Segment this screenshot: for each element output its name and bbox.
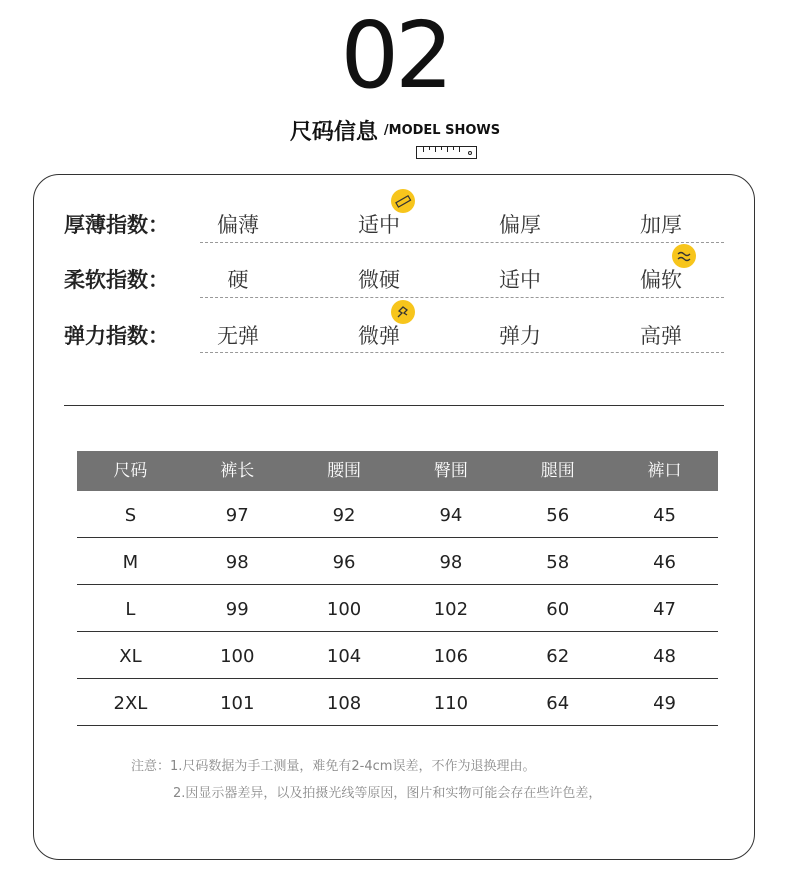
note-line-2: 2.因显示器差异，以及拍摄光线等原因，图片和实物可能会存在些许色差， [173, 786, 602, 801]
table-cell: S [124, 505, 137, 526]
attribute-option: 硬 [227, 268, 249, 292]
table-header [77, 451, 718, 491]
attribute-option: 无弹 [217, 324, 259, 348]
table-cell: 92 [332, 505, 356, 526]
table-cell: 99 [225, 599, 249, 620]
dashed-divider [200, 352, 724, 353]
table-cell: 64 [546, 693, 570, 714]
table-cell: 49 [653, 693, 676, 714]
section-number: 02 [340, 2, 450, 109]
table-row [77, 538, 718, 585]
dashed-divider [200, 297, 724, 298]
table-cell: 45 [653, 505, 676, 526]
table-cell: 58 [546, 552, 570, 573]
ruler-badge-icon [391, 189, 415, 213]
table-cell: M [122, 552, 139, 573]
attribute-label: 柔软指数： [64, 268, 169, 292]
table-header-cell: 尺码 [113, 461, 148, 481]
table-header-cell: 臀围 [433, 461, 468, 481]
note-line-1: 注意：1.尺码数据为手工测量，难免有2-4cm误差，不作为退换理由。 [131, 759, 536, 774]
ruler-icon [416, 146, 477, 159]
attribute-option: 偏软 [640, 268, 682, 292]
table-row [77, 632, 718, 679]
attribute-option: 偏薄 [217, 213, 259, 237]
table-row [77, 585, 718, 632]
attribute-option: 适中 [358, 213, 400, 237]
table-cell: 48 [653, 646, 676, 667]
table-cell: 106 [433, 646, 469, 667]
table-cell: 102 [433, 599, 469, 620]
table-cell: 110 [433, 693, 469, 714]
table-header-cell: 腰围 [327, 461, 362, 481]
table-cell: 62 [546, 646, 570, 667]
attribute-option: 偏厚 [499, 213, 541, 237]
attribute-label: 弹力指数： [64, 324, 169, 348]
size-table [77, 451, 718, 726]
table-cell: 94 [439, 505, 463, 526]
table-cell: 2XL [113, 693, 148, 714]
table-header-cell: 裤口 [647, 461, 682, 481]
attribute-option: 加厚 [640, 213, 682, 237]
spring-badge-icon [391, 300, 415, 324]
table-cell: 60 [546, 599, 570, 620]
table-cell: 108 [326, 693, 362, 714]
table-cell: XL [119, 646, 142, 667]
attribute-option: 微弹 [358, 324, 400, 348]
table-cell: 98 [225, 552, 249, 573]
table-cell: 96 [332, 552, 356, 573]
table-cell: 56 [546, 505, 570, 526]
attribute-option: 适中 [499, 268, 541, 292]
title-english: /MODEL SHOWS [383, 123, 501, 138]
table-cell: 101 [220, 693, 255, 714]
dashed-divider [200, 242, 724, 243]
table-cell: 46 [653, 552, 676, 573]
wave-badge-icon [672, 244, 696, 268]
table-cell: 97 [225, 505, 249, 526]
table-cell: 98 [439, 552, 463, 573]
table-header-cell: 裤长 [220, 461, 255, 481]
attribute-label: 厚薄指数： [64, 213, 169, 237]
table-cell: 104 [326, 646, 362, 667]
table-cell: L [125, 599, 136, 620]
table-cell: 100 [326, 599, 362, 620]
attribute-option: 弹力 [499, 324, 541, 348]
table-header-cell: 腿围 [540, 461, 575, 481]
table-row [77, 491, 718, 538]
table-cell: 47 [653, 599, 676, 620]
section-title [0, 115, 790, 146]
attribute-option: 高弹 [640, 324, 682, 348]
section-divider [64, 405, 724, 406]
attribute-option: 微硬 [358, 268, 400, 292]
title-chinese: 尺码信息 [289, 120, 378, 145]
table-cell: 100 [220, 646, 255, 667]
table-row [77, 679, 718, 726]
